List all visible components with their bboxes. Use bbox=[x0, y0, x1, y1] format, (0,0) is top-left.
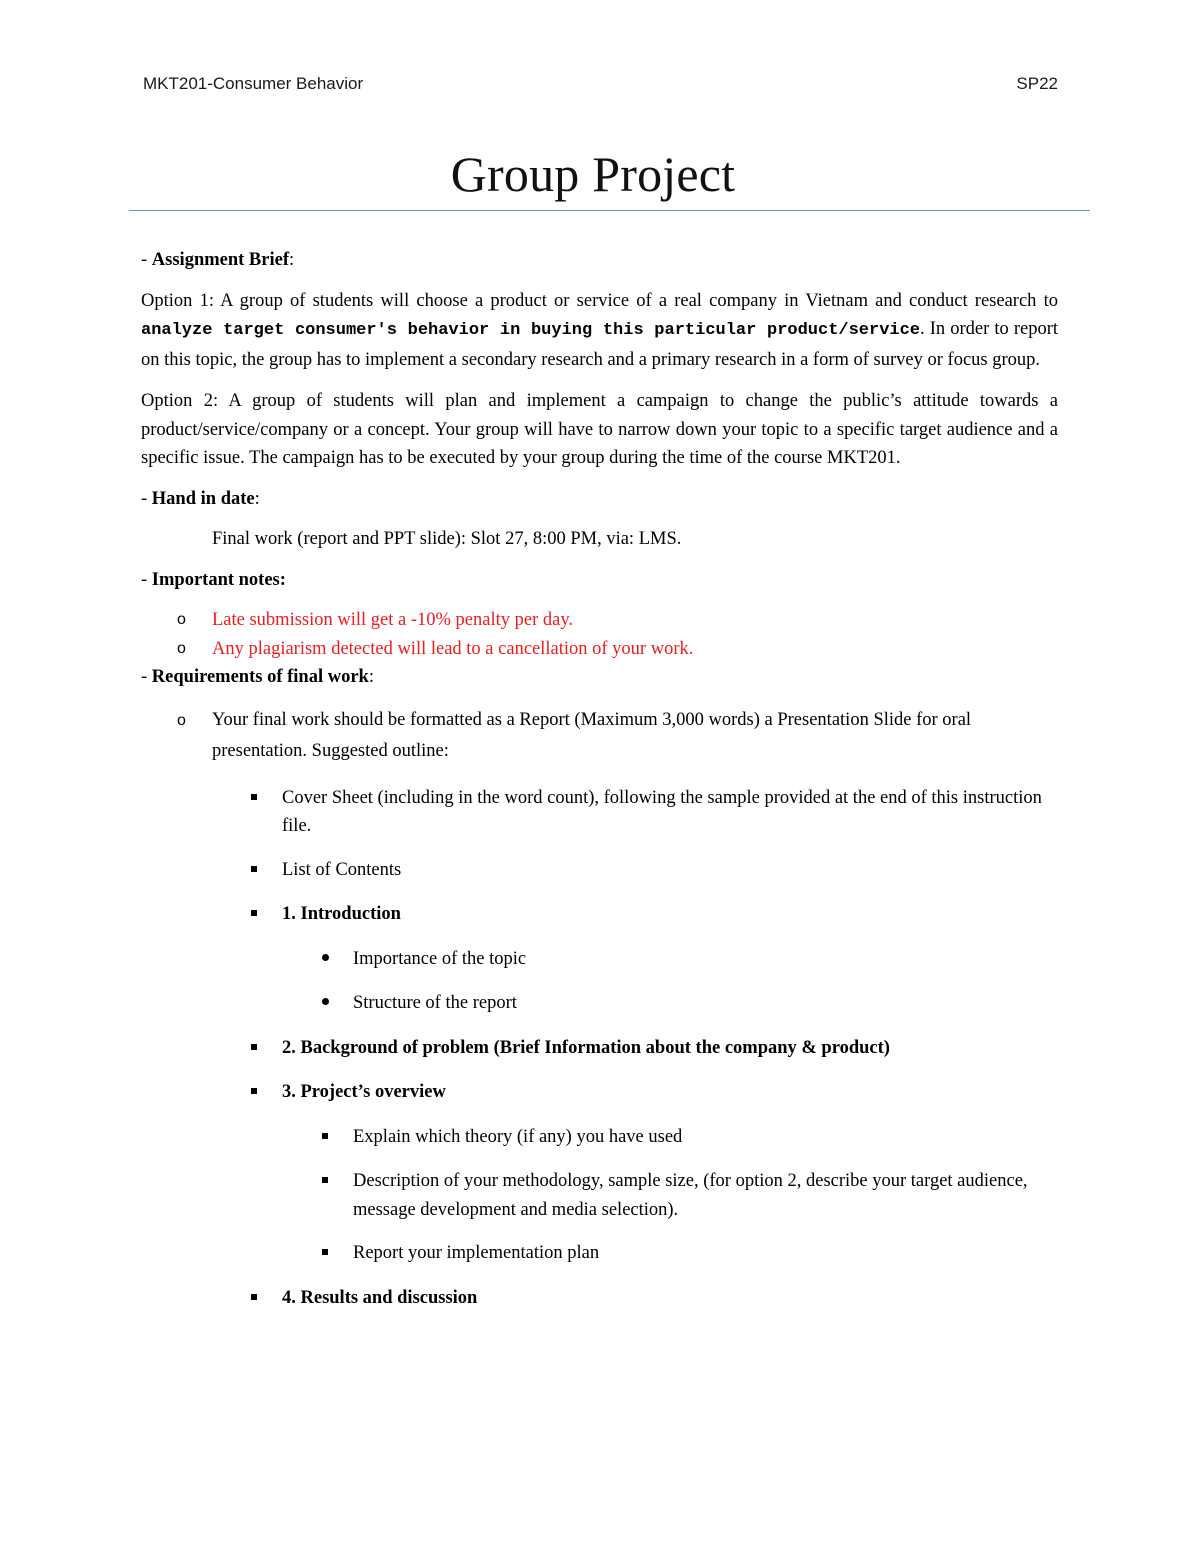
heading-label: Requirements of final work bbox=[151, 667, 369, 687]
square-bullet-icon bbox=[251, 1284, 271, 1313]
square-bullet-icon bbox=[251, 1034, 271, 1063]
outline-item bbox=[141, 900, 1058, 929]
outline-subitem bbox=[141, 1123, 1058, 1152]
page-title: Group Project bbox=[450, 146, 736, 202]
note-item bbox=[141, 635, 1058, 664]
outline-item bbox=[141, 1078, 1058, 1107]
outline-subtext: Explain which theory (if any) you have used bbox=[353, 1126, 683, 1147]
outline-item bbox=[141, 1034, 1058, 1063]
outline-item bbox=[141, 1284, 1058, 1313]
document-body bbox=[141, 246, 1058, 1312]
square-bullet-icon bbox=[251, 1078, 271, 1107]
outline-subtext: Description of your methodology, sample size, (for option 2, describe your target audience, message development and media selection). bbox=[353, 1171, 1028, 1220]
option-1-text: Option 1: A group of students will choose a product or service of a real company in Vietnam and conduct research to bbox=[141, 290, 1058, 311]
header-term: SP22 bbox=[1016, 74, 1058, 93]
circle-bullet-icon: o bbox=[177, 611, 186, 628]
important-notes-heading bbox=[141, 566, 1058, 595]
heading-dash: - bbox=[141, 569, 152, 590]
outline-text: 3. Project’s overview bbox=[282, 1082, 446, 1102]
square-bullet-icon bbox=[322, 1239, 342, 1268]
outline-subitem bbox=[141, 1167, 1058, 1224]
header-course: MKT201-Consumer Behavior bbox=[143, 74, 364, 93]
note-text: Late submission will get a -10% penalty per day. bbox=[212, 610, 574, 630]
final-work-deadline: Final work (report and PPT slide): Slot 27, 8:00 PM, via: LMS. bbox=[212, 529, 682, 549]
outline-item bbox=[141, 856, 1058, 885]
square-bullet-icon bbox=[251, 784, 271, 813]
heading-colon: : bbox=[254, 488, 260, 509]
note-text: Any plagiarism detected will lead to a cancellation of your work. bbox=[212, 638, 694, 659]
note-item bbox=[141, 606, 1058, 635]
square-bullet-icon bbox=[251, 856, 271, 885]
outline-text: Cover Sheet (including in the word count), following the sample provided at the end of this instruction file. bbox=[282, 787, 1042, 836]
outline-subitem bbox=[141, 1239, 1058, 1268]
heading-label: Hand in date bbox=[151, 488, 255, 509]
outline-subitem bbox=[141, 989, 1058, 1018]
heading-colon: : bbox=[368, 667, 374, 687]
heading-label: Assignment Brief bbox=[151, 250, 289, 270]
outline-item bbox=[141, 784, 1058, 841]
circle-bullet-icon: o bbox=[177, 639, 186, 657]
outline-text: 4. Results and discussion bbox=[282, 1287, 478, 1308]
requirements-intro bbox=[141, 705, 1058, 767]
heading-colon: : bbox=[289, 250, 295, 270]
option-1-text-end: . In order to report on this topic, the group has to implement a secondary research and a primary research in a form of survey or focus group. bbox=[141, 319, 1058, 370]
circle-bullet-icon: o bbox=[177, 711, 186, 729]
outline-subtext: Report your implementation plan bbox=[353, 1243, 600, 1263]
assignment-brief-heading bbox=[141, 246, 1058, 275]
dot-bullet-icon bbox=[322, 945, 342, 974]
requirements-intro-text: Your final work should be formatted as a Report (Maximum 3,000 words) a Presentation Slide for oral presentation. Suggested outline: bbox=[212, 709, 972, 761]
heading-label: Important notes: bbox=[151, 569, 286, 590]
option-2-paragraph: Option 2: A group of students will plan and implement a campaign to change the public’s attitude towards a product/service/company or a concept. Your group will have to narrow down your topic to a specific target audience and a specific issue. The campaign has to be executed by your group during the time of the course MKT201. bbox=[141, 391, 1058, 468]
page-header bbox=[143, 74, 1058, 100]
requirements-heading bbox=[141, 663, 1058, 692]
outline-subtext: Structure of the report bbox=[353, 993, 517, 1013]
heading-dash: - bbox=[141, 250, 152, 270]
outline-subtext: Importance of the topic bbox=[353, 948, 527, 969]
hand-in-heading bbox=[141, 485, 1058, 514]
dot-bullet-icon bbox=[322, 989, 342, 1018]
square-bullet-icon bbox=[251, 900, 271, 929]
heading-dash: - bbox=[141, 667, 152, 687]
outline-text: List of Contents bbox=[282, 859, 402, 880]
square-bullet-icon bbox=[322, 1167, 342, 1196]
heading-dash: - bbox=[141, 488, 152, 509]
square-bullet-icon bbox=[322, 1123, 342, 1152]
outline-text: 2. Background of problem (Brief Information about the company & product) bbox=[282, 1037, 890, 1058]
option-1-paragraph bbox=[141, 287, 1058, 375]
outline-subitem bbox=[141, 945, 1058, 974]
outline-text: 1. Introduction bbox=[282, 904, 401, 924]
option-1-emphasis: analyze target consumer's behavior in buying this particular product/service bbox=[141, 321, 921, 340]
title-underline bbox=[129, 210, 1090, 211]
